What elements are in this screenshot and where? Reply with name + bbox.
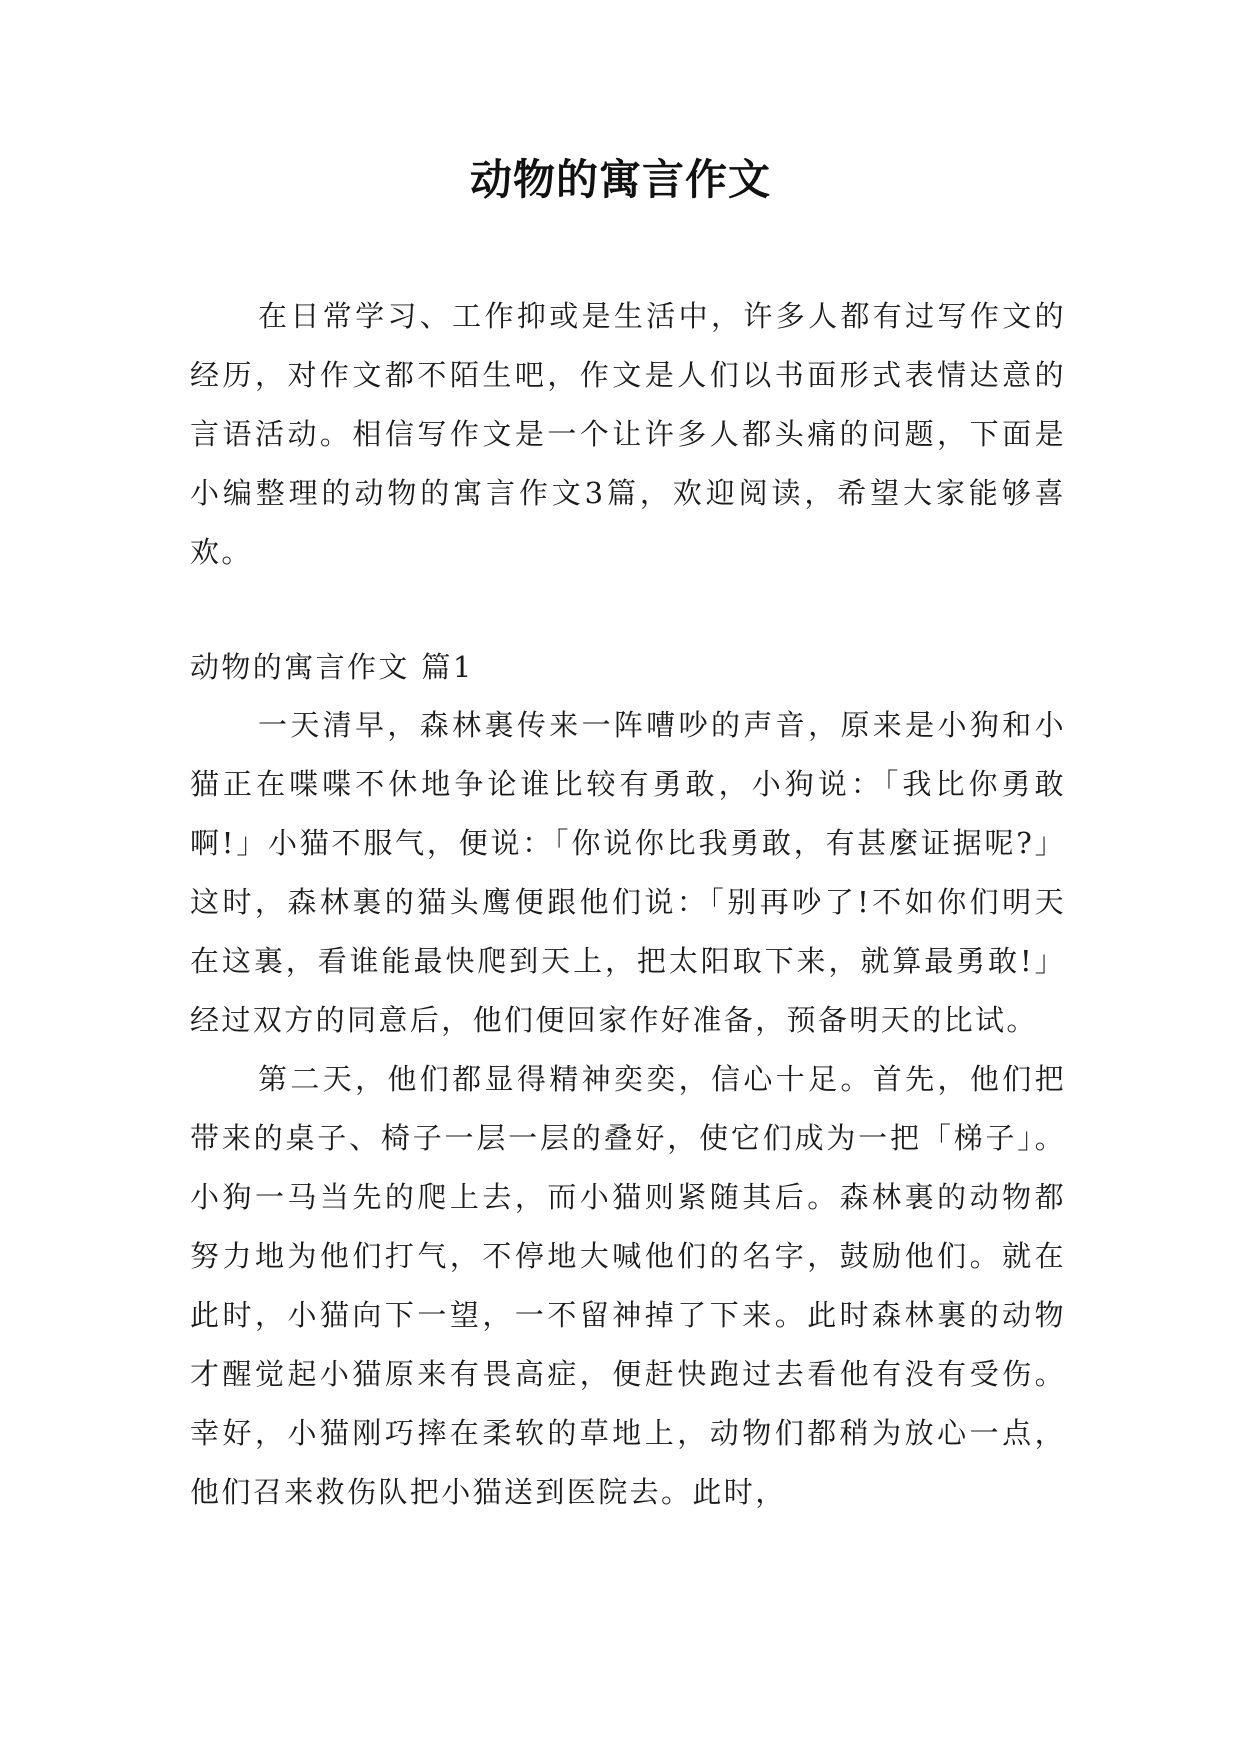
intro-paragraph: 在日常学习、工作抑或是生活中，许多人都有过写作文的经历，对作文都不陌生吧，作文是人们以书面形式表情达意的言语活动。相信写作文是一个让许多人都头痛的问题，下面是小编整理的动物的寓言作文3篇，欢迎阅读，希望大家能够喜欢。 — [190, 299, 1066, 569]
document-title: 动物的寓言作文 — [469, 155, 771, 204]
section-paragraph-2: 第二天，他们都显得精神奕奕，信心十足。首先，他们把带来的桌子、椅子一层一层的叠好，使它们成为一把「梯子」。小狗一马当先的爬上去，而小猫则紧随其后。森林裏的动物都努力地为他们打气，不停地大喊他们的名字，鼓励他们。就在此时，小猫向下一望，一不留神掉了下来。此时森林裏的动物才醒觉起小猫原来有畏高症，便赶快跑过去看他有没有受伤。幸好，小猫刚巧摔在柔软的草地上，动物们都稍为放心一点，他们召来救伤队把小猫送到医院去。此时， — [190, 1062, 1066, 1509]
section-paragraph-1: 一天清早，森林裏传来一阵嘈吵的声音，原来是小狗和小猫正在喋喋不休地争论谁比较有勇敢，小狗说：「我比你勇敢啊!」小猫不服气，便说：「你说你比我勇敢，有甚麼证据呢?」这时，森林裏的猫头鹰便跟他们说：「别再吵了!不如你们明天在这裏，看谁能最快爬到天上，把太阳取下来，就算最勇敢!」经过双方的同意后，他们便回家作好准备，预备明天的比试。 — [190, 708, 1066, 1037]
section-heading: 动物的寓言作文 篇1 — [190, 650, 474, 684]
intro-block — [190, 287, 1066, 582]
section-body — [190, 696, 1066, 1522]
